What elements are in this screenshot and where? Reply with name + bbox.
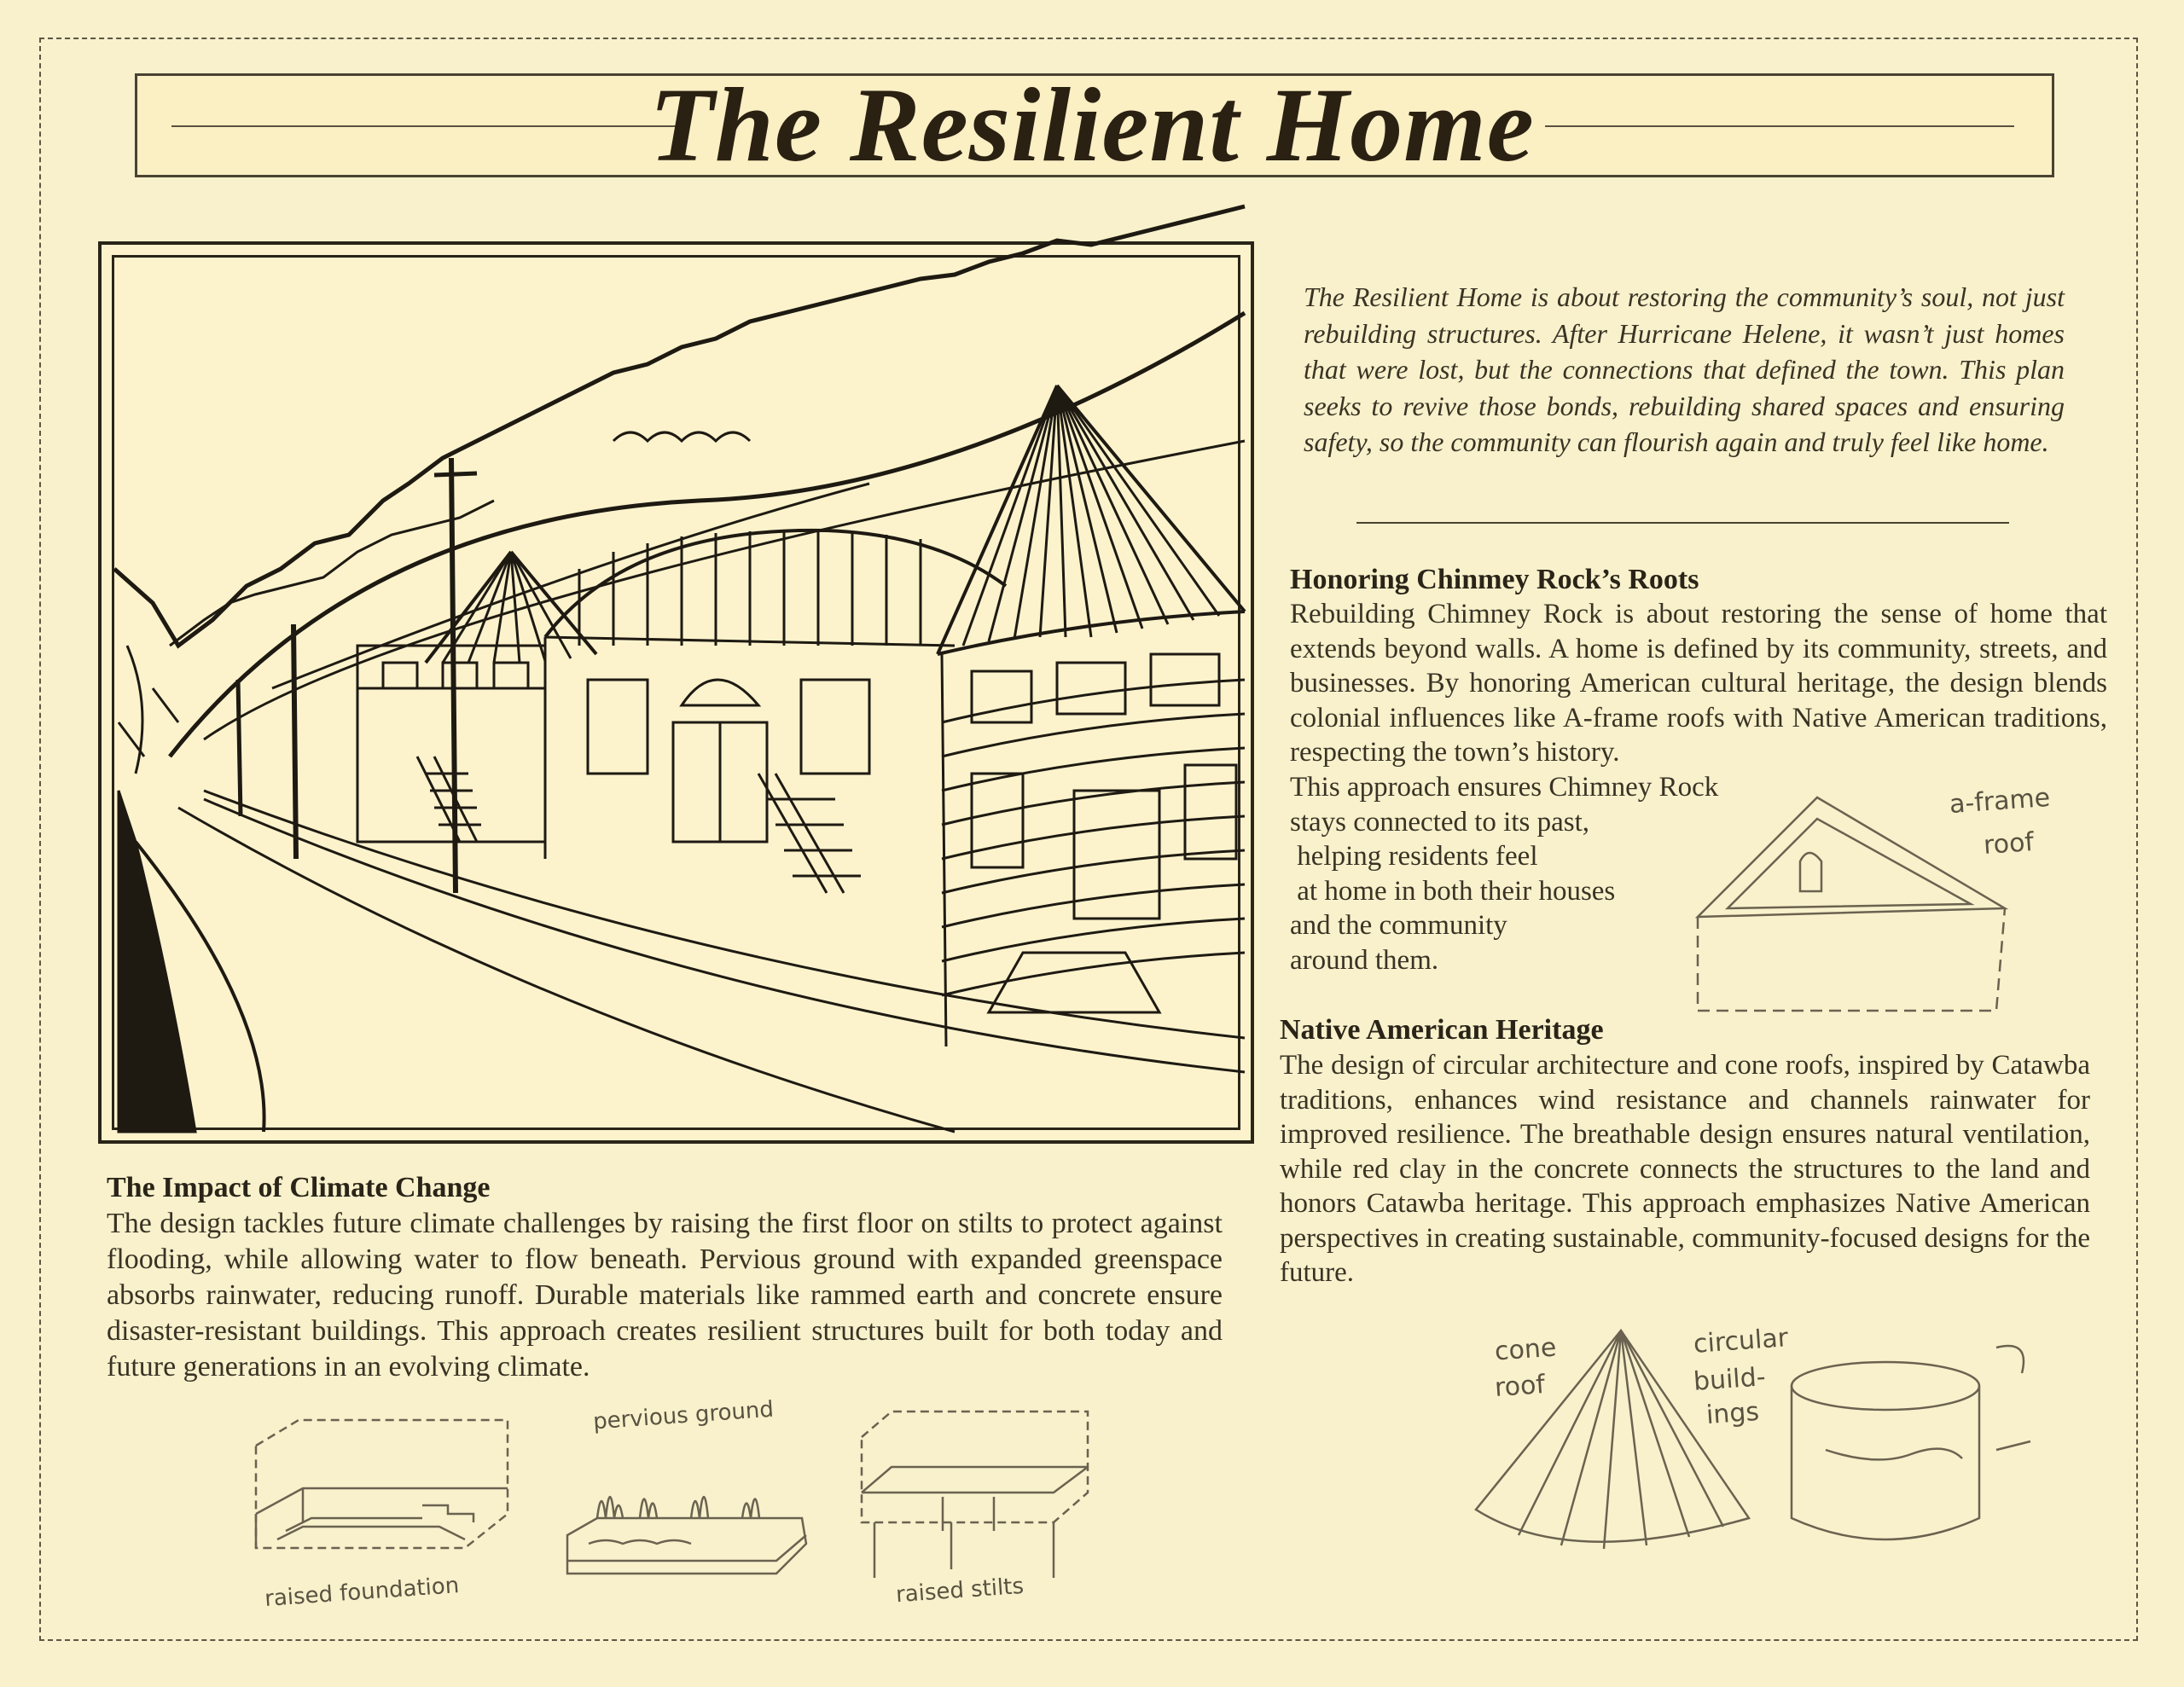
roots-line: This approach ensures Chimney Rock (1290, 772, 1719, 803)
raised-stilts-label: raised stilts (895, 1573, 1025, 1609)
roots-line: helping residents feel (1290, 841, 1538, 872)
roots-line: and the community (1290, 910, 1507, 941)
climate-heading: The Impact of Climate Change (107, 1172, 491, 1203)
circular-label-3: ings (1705, 1396, 1761, 1431)
heritage-heading: Native American Heritage (1280, 1014, 1604, 1046)
circular-label-2: build- (1692, 1362, 1767, 1397)
roots-line: at home in both their houses (1290, 875, 1616, 907)
cone-label-2: roof (1493, 1369, 1547, 1404)
raised-foundation-sketch (252, 1420, 516, 1591)
street-sketch (98, 241, 1254, 1144)
aframe-label-2: roof (1982, 826, 2036, 861)
climate-text: The design tackles future climate challenges by raising the first floor on stilts to protect against flooding, while allowing water to flow beneath. Pervious ground with expanded greenspace absorbs rainwater, reducing runoff. Durable materials like rammed earth and concrete ensure disaster-resistant buildings. This approach creates resilient structures built for both today and future generations in an evolving climate. (107, 1208, 1223, 1383)
roots-line: around them. (1290, 944, 1439, 976)
circular-label: circular (1692, 1323, 1790, 1359)
roots-line: stays connected to its past, (1290, 806, 1590, 838)
aframe-label: a-frame (1948, 782, 2052, 820)
intro-paragraph: The Resilient Home is about restoring the community’s soul, not just rebuilding structures. After Hurricane Helene, it wasn’t just homes that were lost, but the connections that defined the town. This plan seeks to revive those bonds, rebuilding shared spaces and ensuring safety, so the community can flourish again and truly feel like home. (1304, 281, 2065, 457)
pervious-ground-sketch (563, 1450, 819, 1586)
street-drawing (102, 245, 1258, 1147)
heritage-text: The design of circular architecture and cone roofs, inspired by Catawba traditions, enhances wind resistance and channels rainwater for improved resilience. The breathable design ensures natural ventilation, while red clay in the concrete connects the structures to the land and honors Catawba heritage. This approach emphasizes Native American perspectives in creating sustainable, community-focused designs for the future. (1280, 1050, 2090, 1288)
intro-divider (1356, 522, 2009, 524)
raised-stilts-sketch (857, 1412, 1096, 1582)
cone-label: cone (1493, 1332, 1558, 1367)
aframe-sketch (1689, 789, 2013, 1019)
page-title: The Resilient Home (649, 67, 1535, 183)
roots-text: Rebuilding Chimney Rock is about restoring the sense of home that extends beyond walls. A home is defined by its community, streets, and businesses. By honoring American cultural heritage, the design blends colonial influences like A-frame roofs with Native American traditions, respecting the town’s history. (1290, 599, 2107, 768)
roots-heading: Honoring Chinmey Rock’s Roots (1290, 564, 1699, 595)
raised-foundation-label: raised foundation (264, 1573, 461, 1612)
pervious-ground-label: pervious ground (592, 1396, 775, 1435)
roots-lines (1290, 770, 1718, 977)
